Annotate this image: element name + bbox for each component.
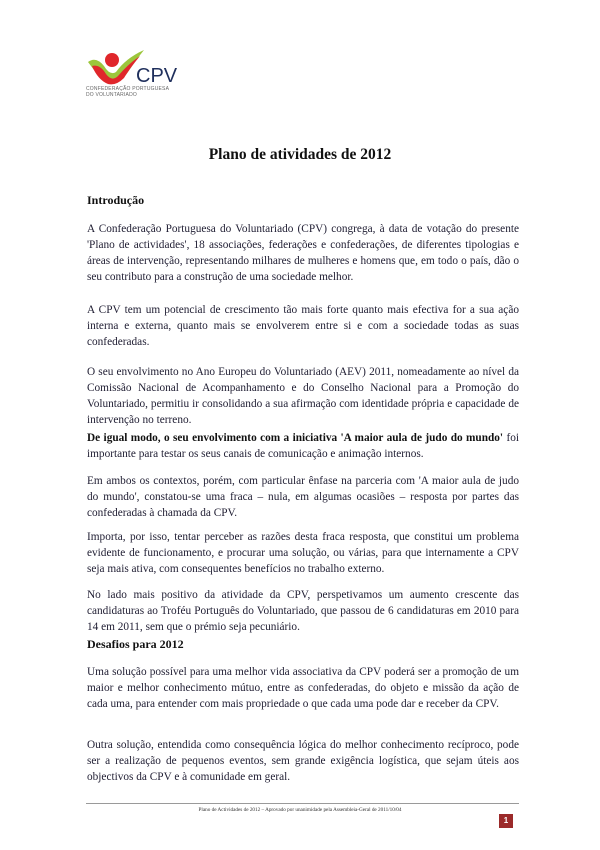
paragraph: O seu envolvimento no Ano Europeu do Voluntariado (AEV) 2011, nomeadamente ao nível da Comissão Nacional de Acompanhamento e do Conselho Nacional para a Promoção do Voluntariado, permitiu ir consolidando a sua afirmação com identidade própria e capacidade de intervenção no terreno. bbox=[87, 366, 519, 426]
paragraph: A Confederação Portuguesa do Voluntariado (CPV) congrega, à data de votação do presente 'Plano de actividades', 18 associações, federações e confederações, de diferentes tipologias e áreas de intervenção, representando milhares de mulheres e homens que, em todo o país, dão o seu contributo para a construção de uma sociedade melhor. bbox=[87, 223, 519, 283]
logo-subtitle bbox=[86, 86, 169, 98]
logo-subtitle-line1: CONFEDERAÇÃO PORTUGUESA bbox=[86, 86, 170, 92]
paragraph: Em ambos os contextos, porém, com particular ênfase na parceria com 'A maior aula de judo do mundo', constatou-se uma fraca – nula, em algumas ocasiões – resposta por partes das confederadas à chamada da CPV. bbox=[87, 475, 519, 519]
paragraph: Outra solução, entendida como consequência lógica do melhor conhecimento recíproco, pode ser a realização de pequenos eventos, sem grande exigência logística, que sejam úteis aos objectivos da CPV e à comunidade em geral. bbox=[87, 739, 519, 783]
paragraph-bold-prefix: De igual modo, o seu envolvimento com a iniciativa 'A maior aula de judo do mundo' bbox=[87, 432, 504, 444]
section-heading-introducao: Introdução bbox=[87, 193, 145, 207]
paragraph: Importa, por isso, tentar perceber as razões desta fraca resposta, que constitui um problema evidente de funcionamento, e procurar uma solução, ou várias, para que internamente a CPV seja mais ativa, com consequentes benefícios no trabalho externo. bbox=[87, 531, 519, 575]
svg-text:CPV: CPV bbox=[136, 65, 178, 86]
logo-subtitle-line2: DO VOLUNTARIADO bbox=[86, 92, 137, 98]
footer-text: Plano de Actividades de 2012 – Aprovado por unanimidade pela Assembleia-Geral de 2011/10/04 bbox=[198, 807, 402, 813]
cpv-logo-mark-icon bbox=[86, 46, 196, 86]
paragraph-text: foi importante para testar os seus canais de comunicação e animação internos. bbox=[87, 432, 520, 460]
paragraph bbox=[87, 430, 519, 462]
paragraph: A CPV tem um potencial de crescimento tão mais forte quanto mais efectiva for a sua ação interna e externa, quanto mais se envolverem entre si e com a sociedade todas as suas confederadas. bbox=[87, 304, 519, 348]
page-number-badge: 1 bbox=[499, 814, 513, 828]
paragraph: Uma solução possível para uma melhor vida associativa da CPV poderá ser a promoção de um maior e melhor conhecimento mútuo, entre as confederadas, do objeto e missão da ação de cada uma, para entender com mais propriedade o que cada uma pode dar e receber da CPV. bbox=[87, 666, 519, 710]
footer-divider bbox=[86, 803, 519, 804]
document-title: Plano de atividades de 2012 bbox=[208, 146, 392, 163]
cpv-logo bbox=[86, 46, 196, 108]
section-heading-desafios: Desafios para 2012 bbox=[87, 637, 184, 651]
paragraph: No lado mais positivo da atividade da CPV, perspetivamos um aumento crescente das candidaturas ao Troféu Português do Voluntariado, que passou de 6 candidaturas em 2010 para 14 em 2011, sem que o prémio seja pecuniário. bbox=[87, 589, 519, 633]
